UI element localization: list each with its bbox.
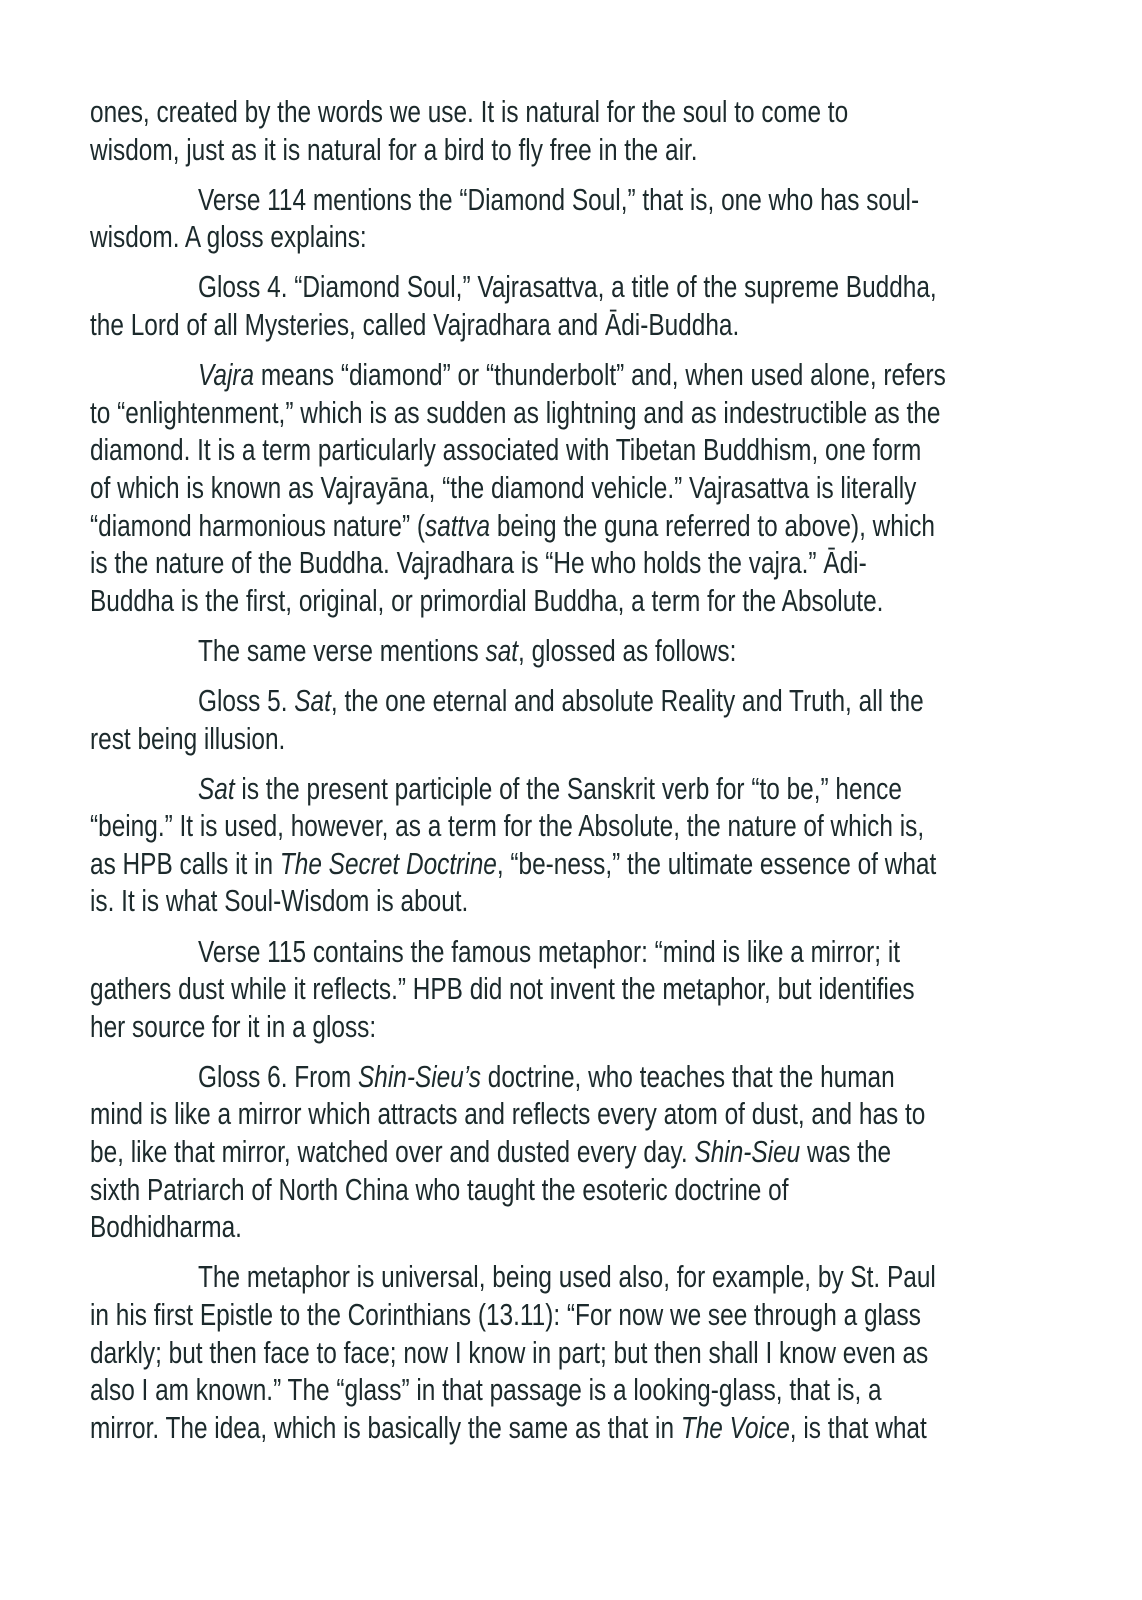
text-line — [90, 1095, 925, 1133]
text-line — [90, 1133, 891, 1171]
text-run: in his first Epistle to the Corinthians (13.11): “For now we see through a glass — [90, 1297, 921, 1332]
text-line — [90, 507, 935, 545]
text-line — [90, 1208, 242, 1246]
text-run: darkly; but then face to face; now I know in part; but then shall I know even as — [90, 1335, 929, 1370]
italic-text: The Secret Doctrine — [279, 846, 497, 881]
text-line — [198, 356, 946, 394]
text-line — [90, 970, 915, 1008]
text-run: being the guna referred to above), which — [490, 508, 936, 543]
text-line — [90, 582, 883, 620]
text-run: as HPB calls it in — [90, 846, 280, 881]
text-run: The metaphor is universal, being used also, for example, by St. Paul — [198, 1260, 936, 1295]
text-line — [90, 218, 367, 256]
text-line — [90, 1008, 376, 1046]
text-line — [198, 1058, 895, 1096]
text-line — [90, 1409, 927, 1447]
text-line — [90, 1334, 928, 1372]
text-line — [90, 394, 940, 432]
text-run: of which is known as Vajrayāna, “the diamond vehicle.” Vajrasattva is literally — [90, 470, 917, 505]
text-line — [90, 720, 285, 758]
text-line — [90, 1171, 788, 1209]
text-line — [90, 469, 916, 507]
text-line — [198, 268, 937, 306]
text-line — [90, 882, 468, 920]
text-run: also I am known.” The “glass” in that passage is a looking-glass, that is, a — [90, 1373, 882, 1408]
text-run: Bodhidharma. — [90, 1210, 242, 1245]
text-run: her source for it in a gloss: — [90, 1009, 377, 1044]
text-run: mirror. The idea, which is basically the same as that in — [90, 1410, 681, 1445]
text-line — [90, 807, 924, 845]
text-line — [90, 93, 848, 131]
text-line — [198, 181, 919, 219]
text-run: , the one eternal and absolute Reality and Truth, all the — [330, 683, 924, 718]
text-run: Gloss 4. “Diamond Soul,” Vajrasattva, a title of the supreme Buddha, — [198, 270, 937, 305]
text-line — [90, 431, 921, 469]
text-run: rest being illusion. — [90, 721, 286, 756]
text-run: diamond. It is a term particularly associated with Tibetan Buddhism, one form — [90, 433, 922, 468]
italic-text: Vajra — [198, 358, 255, 393]
italic-text: Shin-Sieu’s — [357, 1059, 481, 1094]
italic-text: Shin-Sieu — [694, 1135, 801, 1169]
text-line — [198, 682, 924, 720]
italic-text: The Voice — [680, 1410, 790, 1445]
text-run: doctrine, who teaches that the human — [480, 1059, 895, 1094]
text-run: Buddha is the first, original, or primordial Buddha, a term for the Absolute. — [90, 583, 884, 618]
text-run: Gloss 6. From — [198, 1059, 358, 1094]
text-line — [90, 1296, 921, 1334]
text-run: means “diamond” or “thunderbolt” and, when used alone, refers — [254, 358, 946, 393]
text-run: gathers dust while it reflects.” HPB did not invent the metaphor, but identifies — [90, 972, 915, 1007]
text-line — [90, 544, 867, 582]
text-line — [90, 1371, 882, 1409]
italic-text: sattva — [425, 508, 491, 543]
text-line — [198, 933, 900, 971]
text-line — [198, 770, 902, 808]
text-line — [198, 1258, 936, 1296]
italic-text: Sat — [294, 683, 331, 718]
text-run: the Lord of all Mysteries, called Vajradhara and Ādi-Buddha. — [90, 308, 740, 342]
text-run: Verse 115 contains the famous metaphor: “mind is like a mirror; it — [198, 934, 901, 969]
text-run: sixth Patriarch of North China who taught the esoteric doctrine of — [90, 1172, 789, 1207]
text-run: Gloss 5. — [198, 683, 295, 718]
text-line — [90, 845, 936, 883]
text-run: The same verse mentions — [198, 633, 486, 668]
text-run: , is that what — [789, 1410, 927, 1445]
text-run: is the nature of the Buddha. Vajradhara is “He who holds the vajra.” Ādi- — [90, 546, 867, 581]
text-run: , “be-ness,” the ultimate essence of what — [496, 846, 937, 881]
text-run: “diamond harmonious nature” ( — [90, 508, 425, 543]
text-run: mind is like a mirror which attracts and reflects every atom of dust, and has to — [90, 1097, 926, 1132]
text-line — [90, 131, 698, 169]
italic-text: Sat — [198, 771, 235, 806]
text-run: ones, created by the words we use. It is natural for the soul to come to — [90, 95, 849, 129]
text-run: is the present participle of the Sanskrit verb for “to be,” hence — [234, 771, 902, 806]
italic-text: sat — [485, 633, 519, 668]
text-run: wisdom. A gloss explains: — [90, 220, 367, 255]
text-run: , glossed as follows: — [518, 633, 737, 668]
text-run: be, like that mirror, watched over and dusted every day. — [90, 1135, 695, 1169]
text-run: was the — [800, 1135, 892, 1169]
text-line — [198, 632, 736, 670]
text-run: to “enlightenment,” which is as sudden as lightning and as indestructible as the — [90, 395, 941, 430]
text-run: wisdom, just as it is natural for a bird to fly free in the air. — [90, 132, 698, 167]
text-run: is. It is what Soul-Wisdom is about. — [90, 884, 469, 919]
text-line — [90, 306, 739, 344]
text-run: Verse 114 mentions the “Diamond Soul,” that is, one who has soul- — [198, 182, 920, 217]
text-run: “being.” It is used, however, as a term for the Absolute, the nature of which is, — [90, 809, 925, 844]
